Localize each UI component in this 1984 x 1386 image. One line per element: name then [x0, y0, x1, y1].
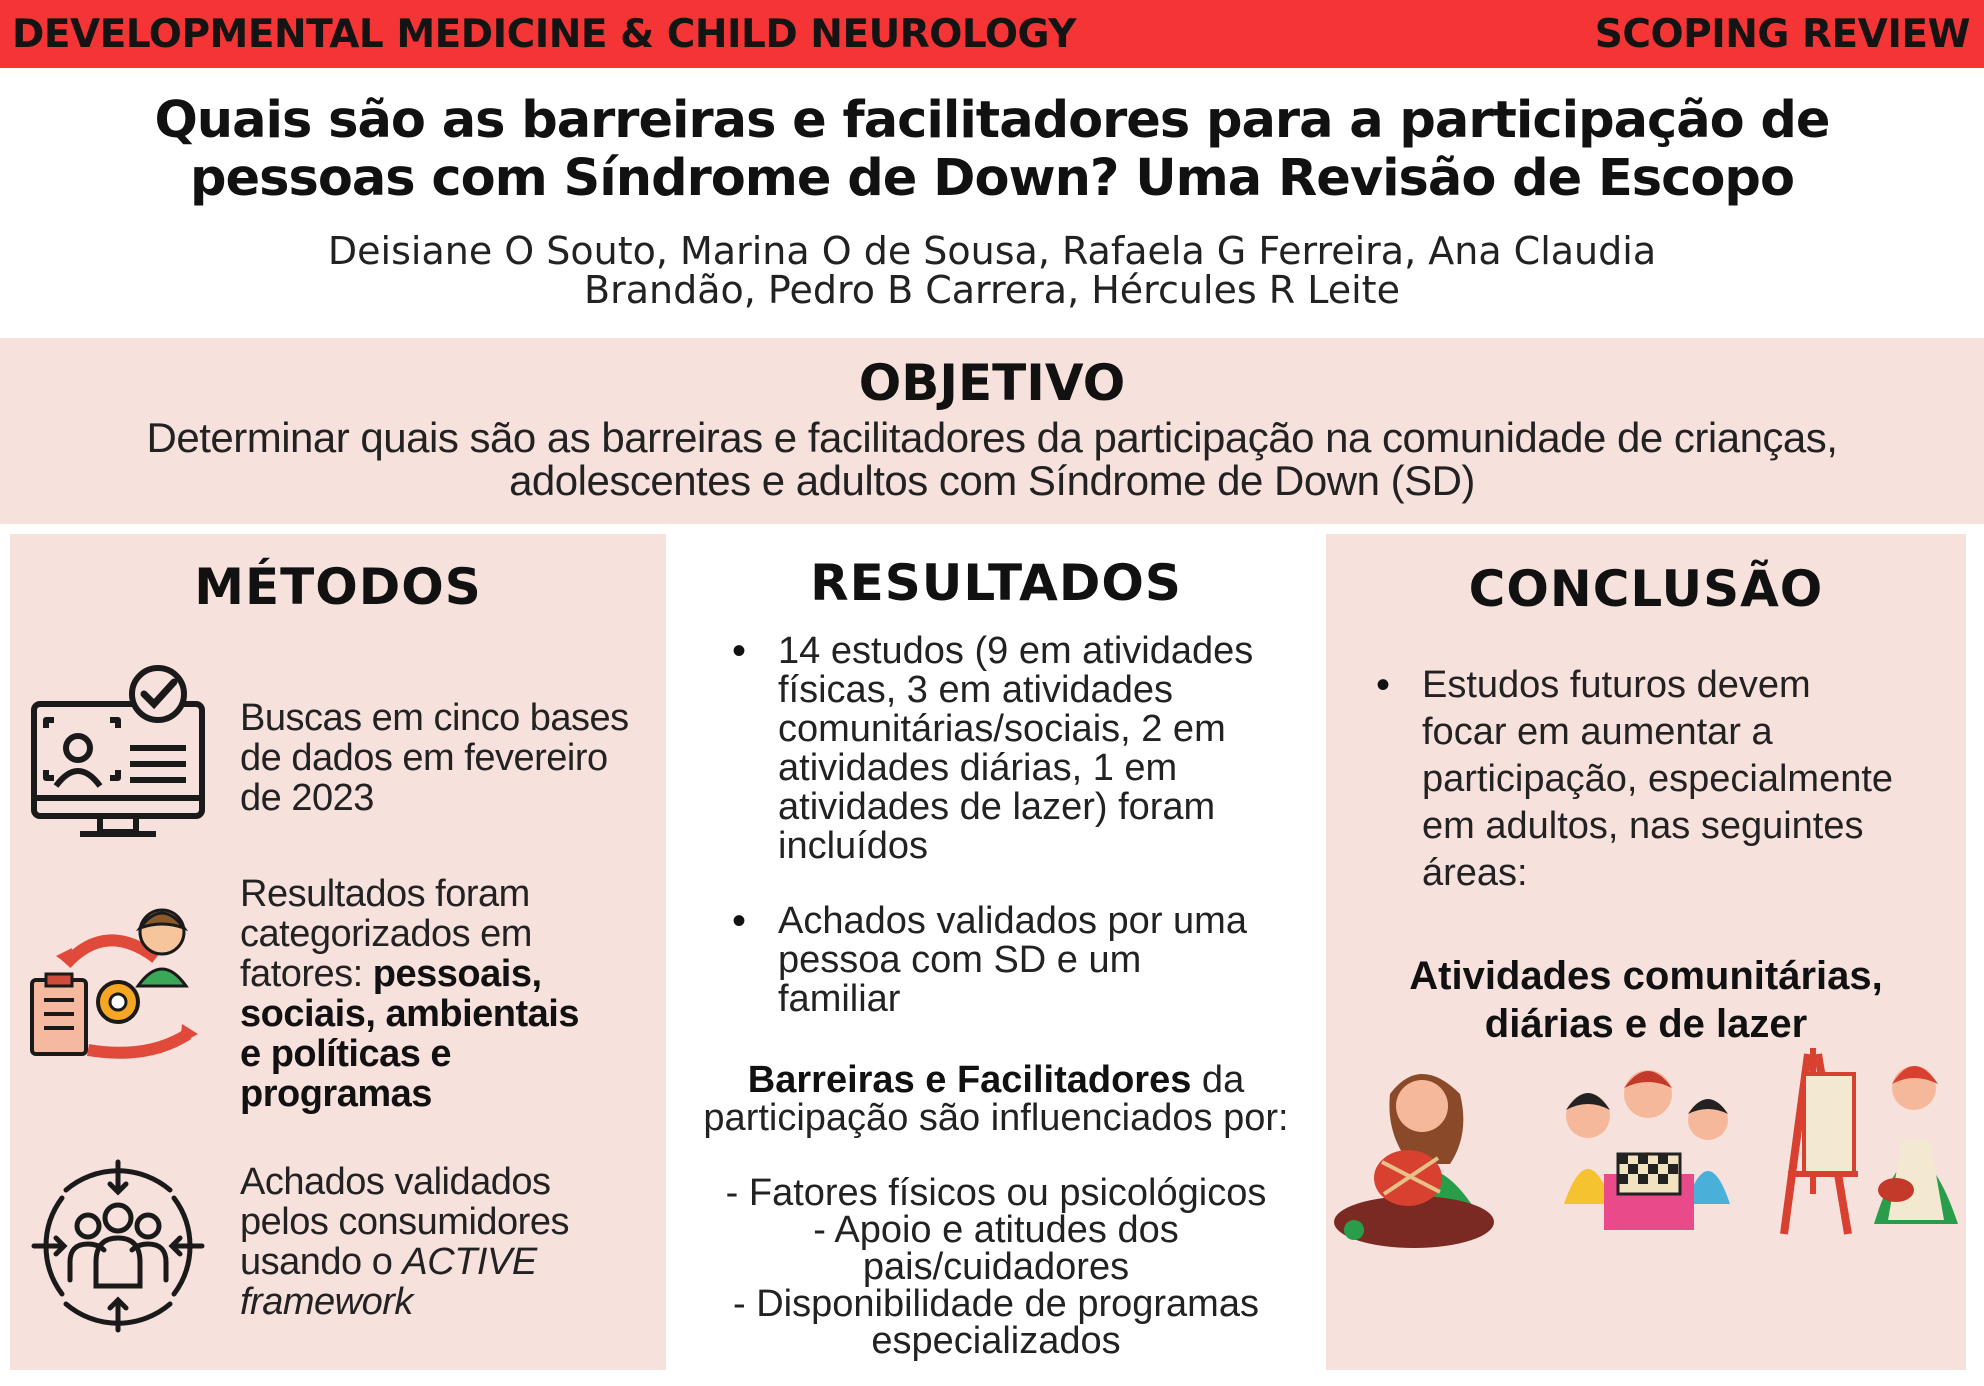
text-line — [240, 1242, 660, 1282]
factor-item: especializados — [871, 1320, 1121, 1362]
categorization-cycle-icon — [26, 894, 210, 1078]
text-line — [668, 1061, 1324, 1099]
text-fragment-italic: ACTIVE — [402, 1241, 537, 1283]
authors — [300, 229, 1684, 312]
text-fragment-italic: framework — [240, 1281, 413, 1323]
metodos-item-categorized-text — [240, 874, 660, 1114]
list-item — [722, 632, 1322, 866]
factor-item: pais/cuidadores — [862, 1246, 1130, 1288]
text-line — [240, 994, 660, 1034]
text-line: diárias e de lazer — [1484, 1002, 1808, 1046]
text-line: participação são influenciados por: — [703, 1097, 1289, 1139]
factor-item: - Fatores físicos ou psicológicos — [725, 1172, 1267, 1214]
text-line — [240, 1282, 660, 1322]
group-cycle-icon — [26, 1154, 210, 1338]
text-line: comunitárias/sociais, 2 em — [778, 708, 1226, 750]
objetivo-heading: OBJETIVO — [858, 354, 1126, 412]
text-line: • Achados validados por uma — [778, 900, 1247, 942]
conclusao-column — [1326, 534, 1966, 1370]
conclusao-list — [1366, 662, 1956, 897]
title-line-2: pessoas com Síndrome de Down? Uma Revisão de Escopo — [190, 149, 1794, 208]
text-line: • Estudos futuros devem — [1422, 664, 1811, 706]
text-line: • 14 estudos (9 em atividades — [778, 630, 1254, 672]
header-bar — [0, 0, 1984, 68]
metodos-column — [10, 534, 666, 1370]
text-line: áreas: — [1422, 852, 1528, 894]
resultados-heading: RESULTADOS — [810, 554, 1182, 612]
objetivo-section — [0, 338, 1984, 524]
resultados-factors — [668, 1172, 1324, 1362]
text-line: de 2023 — [240, 777, 374, 819]
journal-name: DEVELOPMENTAL MEDICINE & CHILD NEUROLOGY — [12, 11, 1076, 57]
knitting-person-icon — [1330, 1054, 1500, 1254]
text-line: pessoa com SD e um — [778, 939, 1142, 981]
text-line: pelos consumidores — [240, 1201, 569, 1243]
metodos-item-validated-text — [240, 1162, 660, 1322]
painter-easel-icon — [1778, 1044, 1962, 1244]
metodos-heading: MÉTODOS — [194, 558, 482, 616]
text-fragment-bold: sociais, ambientais — [240, 993, 579, 1035]
text-line — [240, 1034, 660, 1074]
text-line: focar em aumentar a — [1422, 711, 1773, 753]
text-fragment-bold: pessoais, — [372, 953, 542, 995]
text-line: participação, especialmente — [1422, 758, 1894, 800]
text-fragment: da — [1191, 1059, 1245, 1101]
title-line-1: Quais são as barreiras e facilitadores para a participação de — [154, 91, 1830, 150]
authors-line-2: Brandão, Pedro B Carrera, Hércules R Leite — [584, 268, 1400, 312]
objetivo-line-1: Determinar quais são as barreiras e facilitadores da participação na comunidade de crianças, — [146, 414, 1838, 461]
conclusao-heading: CONCLUSÃO — [1468, 560, 1824, 618]
factor-item: - Apoio e atitudes dos — [813, 1209, 1179, 1251]
text-line: Atividades comunitárias, — [1409, 954, 1883, 998]
text-fragment-bold: Barreiras e Facilitadores — [747, 1059, 1192, 1101]
resultados-column — [668, 534, 1324, 1370]
resultados-subheading — [668, 1061, 1324, 1137]
text-line: de dados em fevereiro — [240, 737, 608, 779]
text-line: categorizados em — [240, 913, 532, 955]
text-line: familiar — [778, 978, 901, 1020]
text-fragment: usando o — [240, 1241, 403, 1283]
objetivo-line-2: adolescentes e adultos com Síndrome de Down (SD) — [509, 457, 1475, 504]
text-line: atividades de lazer) foram — [778, 786, 1216, 828]
resultados-list — [722, 632, 1322, 1019]
text-line — [240, 1074, 660, 1114]
list-item — [1366, 662, 1956, 897]
text-line — [240, 954, 660, 994]
text-fragment-bold: e políticas e — [240, 1033, 452, 1075]
text-fragment-bold: programas — [240, 1073, 432, 1115]
text-line: Buscas em cinco bases — [240, 697, 629, 739]
text-line: em adultos, nas seguintes — [1422, 805, 1864, 847]
children-chess-icon — [1548, 1054, 1748, 1244]
list-item — [722, 902, 1322, 1019]
text-line: Resultados foram — [240, 873, 530, 915]
metodos-item-search-text — [240, 698, 660, 818]
text-line: atividades diárias, 1 em — [778, 747, 1178, 789]
page-title — [0, 92, 1984, 208]
computer-profile-check-icon — [26, 664, 210, 848]
objetivo-text — [60, 416, 1924, 502]
article-type: SCOPING REVIEW — [1594, 11, 1970, 57]
text-fragment: fatores: — [240, 953, 373, 995]
authors-line-1: Deisiane O Souto, Marina O de Sousa, Rafaela G Ferreira, Ana Claudia — [327, 229, 1657, 273]
conclusao-subheading — [1326, 952, 1966, 1048]
text-line: Achados validados — [240, 1161, 551, 1203]
text-line: incluídos — [778, 825, 928, 867]
text-line: físicas, 3 em atividades — [778, 669, 1173, 711]
factor-item: - Disponibilidade de programas — [733, 1283, 1259, 1325]
